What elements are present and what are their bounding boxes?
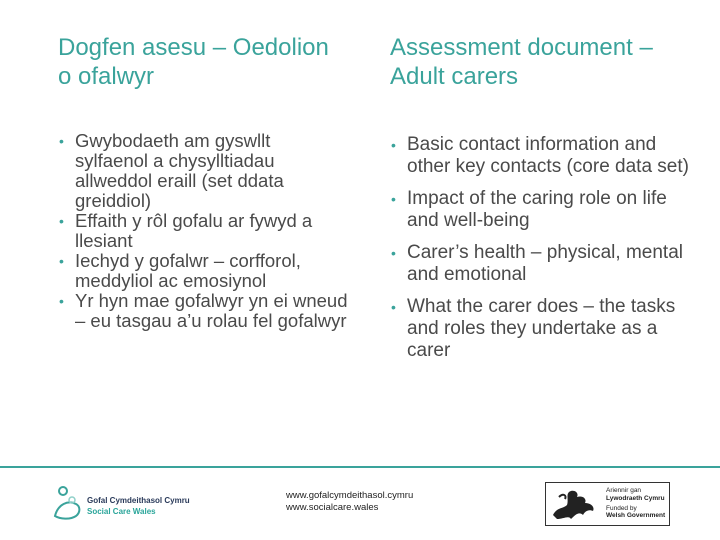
logo-english-name: Social Care Wales	[87, 507, 156, 516]
welsh-bullet-list	[58, 131, 348, 331]
url-welsh-link[interactable]: www.gofalcymdeithasol.cymru	[286, 490, 414, 501]
bullet-icon: •	[391, 245, 396, 261]
list-item	[58, 131, 348, 211]
list-item	[390, 296, 690, 362]
social-care-wales-logo[interactable]	[52, 486, 232, 520]
list-item	[58, 291, 348, 331]
bullet-icon: •	[391, 137, 396, 153]
list-item	[58, 251, 348, 291]
gov-name-english: Welsh Government	[606, 512, 666, 519]
welsh-dragon-icon	[549, 485, 603, 523]
bullet-icon: •	[59, 253, 64, 269]
bullet-text: Effaith y rôl gofalu ar fywyd a llesiant	[75, 210, 313, 251]
bullet-text: What the carer does – the tasks and roles they undertake as a carer	[407, 296, 676, 361]
footer-urls	[286, 490, 413, 514]
list-item	[390, 242, 690, 286]
bullet-icon: •	[391, 299, 396, 315]
bullet-icon: •	[59, 293, 64, 309]
bullet-icon: •	[59, 133, 64, 149]
right-column-title: Assessment document – Adult carers	[390, 34, 653, 90]
welsh-government-logo	[545, 482, 670, 526]
list-item	[390, 188, 690, 232]
bullet-text: Gwybodaeth am gyswllt sylfaenol a chysylltiadau allweddol eraill (set ddata greiddiol)	[75, 130, 284, 211]
gov-funded-english: Funded by	[606, 505, 637, 512]
bullet-text: Iechyd y gofalwr – corfforol, meddyliol ac emosiynol	[75, 250, 301, 291]
bullet-text: Impact of the caring role on life and well-being	[407, 188, 667, 231]
list-item	[58, 211, 348, 251]
left-column-title: Dogfen asesu – Oedolion o ofalwyr	[58, 34, 329, 90]
gov-name-welsh: Lywodraeth Cymru	[606, 495, 665, 502]
bullet-icon: •	[391, 191, 396, 207]
gov-funded-welsh: Ariennir gan	[606, 487, 642, 494]
list-item	[390, 134, 690, 178]
bullet-text: Carer’s health – physical, mental and emotional	[407, 242, 683, 285]
social-care-wales-figure-icon	[52, 486, 84, 520]
bullet-text: Basic contact information and other key contacts (core data set)	[407, 134, 689, 177]
logo-welsh-name: Gofal Cymdeithasol Cymru	[87, 496, 190, 505]
bullet-icon: •	[59, 213, 64, 229]
footer-divider	[0, 466, 720, 468]
english-bullet-list	[390, 134, 690, 372]
bullet-text: Yr hyn mae gofalwyr yn ei wneud – eu tasgau a’u rolau fel gofalwyr	[75, 290, 348, 331]
url-english-link[interactable]: www.socialcare.wales	[286, 502, 379, 513]
